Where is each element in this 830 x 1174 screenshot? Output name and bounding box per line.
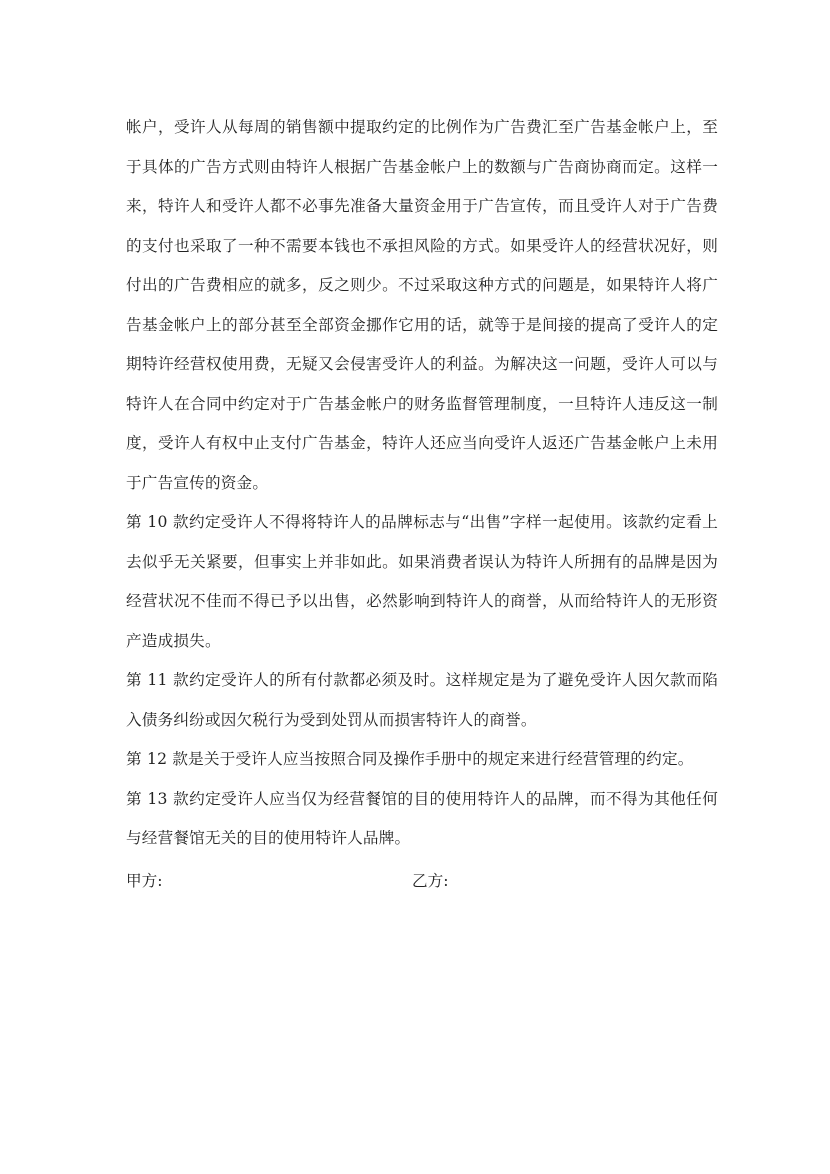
paragraph-advertising-fund: 帐户，受许人从每周的销售额中提取约定的比例作为广告费汇至广告基金帐户上，至于具体的广告方式则由特许人根据广告基金帐户上的数额与广告商协商而定。这样一来，特许人和受许人都不必事先准备大量资金用于广告宣传，而且受许人对于广告费的支付也采取了一种不需要本钱也不承担风险的方式。如果受许人的经营状况好，则付出的广告费相应的就多，反之则少。不过采取这种方式的问题是，如果特许人将广告基金帐户上的部分甚至全部资金挪作它用的话，就等于是间接的提高了受许人的定期特许经营权使用费，无疑又会侵害受许人的利益。为解决这一问题，受许人可以与特许人在合同中约定对于广告基金帐户的财务监督管理制度，一旦特许人违反这一制度，受许人有权中止支付广告基金，特许人还应当向受许人返还广告基金帐户上未用于广告宣传的资金。 — [126, 118, 718, 492]
signature-row — [126, 861, 718, 901]
paragraph-clause-11: 第 11 款约定受许人的所有付款都必须及时。这样规定是为了避免受许人因欠款而陷入债务纠纷或因欠税行为受到处罚从而损害特许人的商誉。 — [126, 671, 718, 729]
party-a-label: 甲方: — [126, 871, 163, 890]
document-body — [126, 108, 718, 901]
paragraph-clause-10: 第 10 款约定受许人不得将特许人的品牌标志与“出售”字样一起使用。该款约定看上去似乎无关紧要，但事实上并非如此。如果消费者误认为特许人所拥有的品牌是因为经营状况不佳而不得已予以出售，必然影响到特许人的商誉，从而给特许人的无形资产造成损失。 — [126, 513, 718, 650]
paragraph-clause-13: 第 13 款约定受许人应当仅为经营餐馆的目的使用特许人的品牌，而不得为其他任何与经营餐馆无关的目的使用特许人品牌。 — [126, 789, 718, 847]
party-b-label: 乙方: — [412, 871, 449, 890]
paragraph-clause-12: 第 12 款是关于受许人应当按照合同及操作手册中的规定来进行经营管理的约定。 — [126, 750, 694, 768]
